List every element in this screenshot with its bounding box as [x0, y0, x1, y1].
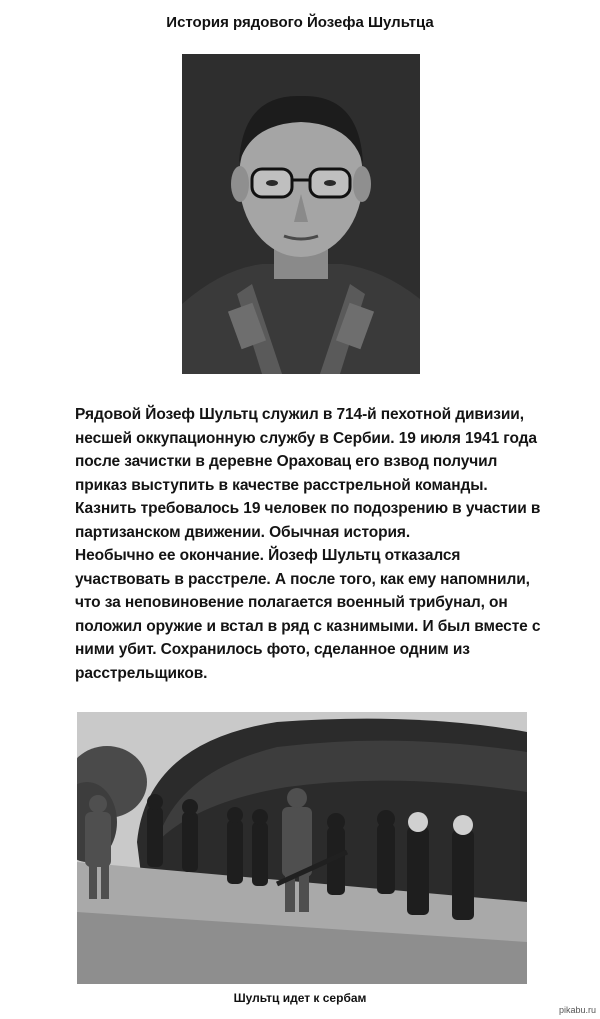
photo-caption: Шультц идет к сербам — [233, 991, 367, 1005]
execution-scene-photo — [77, 712, 527, 984]
portrait-illustration — [182, 54, 420, 374]
watermark: pikabu.ru — [558, 1005, 596, 1015]
page-title: История рядового Йозефа Шультца — [166, 14, 434, 31]
story-paragraph-1: Рядовой Йозеф Шультц служил в 714-й пехотной дивизии, несшей оккупационную службу в Сербии. 19 июля 1941 года после зачистки в деревне Ораховац его взвод получил приказ выступить в качестве расстрельной команды. Казнить требовалось 19 человек по подозрению в участии в партизанском движении. Обычная история. — [75, 406, 541, 541]
story-paragraph-2: Необычно ее окончание. Йозеф Шультц отказался участвовать в расстреле. А после того, как ему напомнили, что за неповиновение полагается военный трибунал, он положил оружие и встал в ряд с казнимыми. И был вместе с ними убит. Сохранилось фото, сделанное одним из расстрельщиков. — [75, 547, 541, 682]
story-text — [75, 403, 545, 685]
scene-illustration — [77, 712, 527, 984]
soldier-portrait-photo — [182, 54, 420, 374]
